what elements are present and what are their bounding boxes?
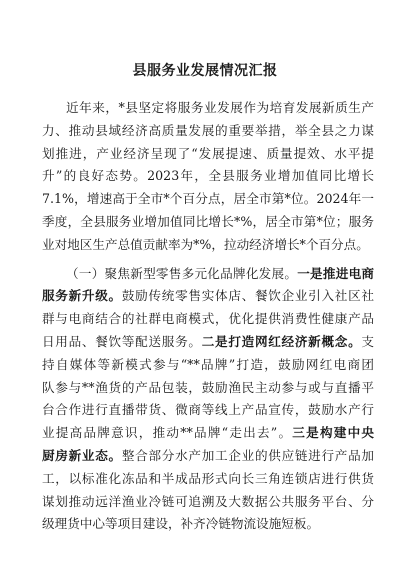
- text-line: 7.1%，增速高于全市*个百分点，居全市第*位。2024年一: [42, 191, 374, 207]
- text-line: 级理货中心等项目建设，补齐冷链物流设施短板。: [42, 516, 320, 532]
- text-line: 队参与**渔货的产品包装，鼓励渔民主动参与或与直播平: [42, 379, 374, 395]
- paragraph-retail: [42, 263, 374, 537]
- text-line: [42, 445, 374, 468]
- bold-point-2: 二是打造网红经济新概念。: [201, 333, 362, 349]
- text-span: 整合部分水产加工企业的供应链进行产品加: [121, 447, 375, 463]
- text-line: 升”的良好态势。2023年，全县服务业增加值同比增长: [42, 168, 374, 184]
- text-line: [42, 285, 374, 308]
- text-line: 工，以标准化冻品和半成品形式向长三角连锁店进行供货: [42, 470, 374, 486]
- bold-point-1-cont: 服务新升级。: [42, 288, 122, 304]
- text-line: [42, 263, 374, 286]
- text-line: 近年来，*县坚定将服务业发展作为培育发展新质生产: [66, 100, 374, 115]
- text-span: 鼓励传统零售实体店、餐饮企业引入社区社: [121, 288, 375, 304]
- text-span: 日用品、餐饮等配送服务。: [42, 333, 202, 349]
- text-span: 支: [361, 333, 374, 349]
- text-line: 群与电商结合的社群电商模式，优化提供消费性健康产品: [42, 311, 374, 327]
- text-line: 划推进，产业经济呈现了“发展提速、质量提效、水平提: [42, 145, 374, 161]
- paragraph-overview: [42, 97, 374, 257]
- text-line: [42, 331, 374, 354]
- text-line: 台合作进行直播带货、微商等线上产品宣传，鼓励水产行: [42, 402, 374, 418]
- bold-point-3-cont: 厨房新业态。: [42, 447, 122, 463]
- text-line: 业对地区生产总值贡献率为*%，拉动经济增长*个百分点。: [42, 236, 369, 252]
- document-title: 县服务业发展情况汇报: [132, 63, 278, 79]
- text-line: [42, 422, 374, 445]
- document-body: [42, 97, 374, 536]
- text-span: 业提高品牌意识，推动**品牌“走出去”。: [42, 425, 293, 441]
- text-line: 力、推动县域经济高质量发展的重要举措，举全县之力谋: [42, 122, 374, 138]
- text-line: 季度，全县服务业增加值同比增长*%，居全市第*位；服务: [42, 213, 374, 229]
- bold-point-3: 三是构建中央: [292, 425, 374, 441]
- bold-point-1: 一是推进电商: [297, 265, 374, 281]
- text-line: 谋划推动远洋渔业冷链可追溯及大数据公共服务平台、分: [42, 493, 374, 509]
- text-line: 持自媒体等新模式参与“**品牌”打造，鼓励网红电商团: [42, 356, 374, 372]
- section-heading: （一）聚焦新型零售多元化品牌化发展。: [66, 265, 298, 281]
